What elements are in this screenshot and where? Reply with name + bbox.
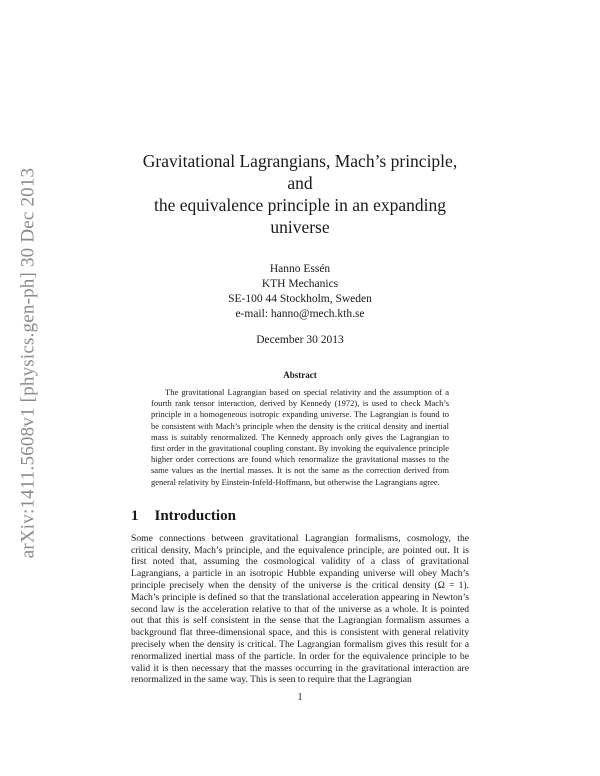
section-heading [131,508,469,525]
abstract-heading: Abstract [283,370,317,380]
paper-date: December 30 2013 [256,334,344,346]
title-line-1: Gravitational Lagrangians, Mach’s principle, and [142,151,458,193]
abstract-text: The gravitational Lagrangian based on special relativity and the assumption of a fourth rank tensor interaction, derived by Kennedy (1972), is used to check Mach’s principle in a homogeneous isotropic expanding universe. The Lagrangian is found to be consistent with Mach’s principle when the density is the critical density and inertial mass is suitably renormalized. The Kennedy approach only gives the Lagrangian to first order in the gravitational coupling constant. By invoking the equivalence principle higher order corrections are found which renormalize the gravitational masses to the same values as the inertial masses. It is not the same as the correction derived from general relativity by Einstein-Infeld-Hoffmann, but otherwise the Lagrangians agree. [151,387,449,487]
author-affiliation: KTH Mechanics [261,278,339,290]
author-block [131,262,469,322]
section-title: Introduction [154,507,236,524]
introduction-paragraph: Some connections between gravitational Lagrangian formalisms, cosmology, the critical density, Mach’s principle, and the equivalence principle, are pointed out. It is first noted that, assuming the cosmological validity of a class of gravitational Lagrangians, a particle in an isotropic Hubble expanding universe will obey Mach’s principle precisely when the density of the universe is the critical density (Ω = 1). Mach’s principle is defined so that the translational acceleration appearing in Newton’s second law is the acceleration relative to that of the universe as a whole. It is pointed out that this is self consistent in the sense that the Lagrangian formalism assumes a background flat three-dimensional space, and this is consistent with general relativity precisely when the density is critical. The Lagrangian formalism gives this result for a renormalized inertial mass of the particle. In order for the equivalence principle to be valid it is then necessary that the masses occurring in the gravitational interaction are renormalized in the same way. This is seen to require that the Lagrangian [131,532,469,686]
arxiv-sidebar [8,155,48,570]
paper-page [131,150,469,703]
title-line-2: the equivalence principle in an expanding universe [153,195,447,237]
paper-title [131,150,469,238]
section-number: 1 [131,507,139,524]
author-name: Hanno Essén [269,263,331,275]
author-email: e-mail: hanno@mech.kth.se [235,308,365,320]
page-number: 1 [297,692,303,703]
arxiv-identifier: arXiv:1411.5608v1 [physics.gen-ph] 30 Dec 2013 [17,167,39,558]
author-address: SE-100 44 Stockholm, Sweden [228,293,372,305]
